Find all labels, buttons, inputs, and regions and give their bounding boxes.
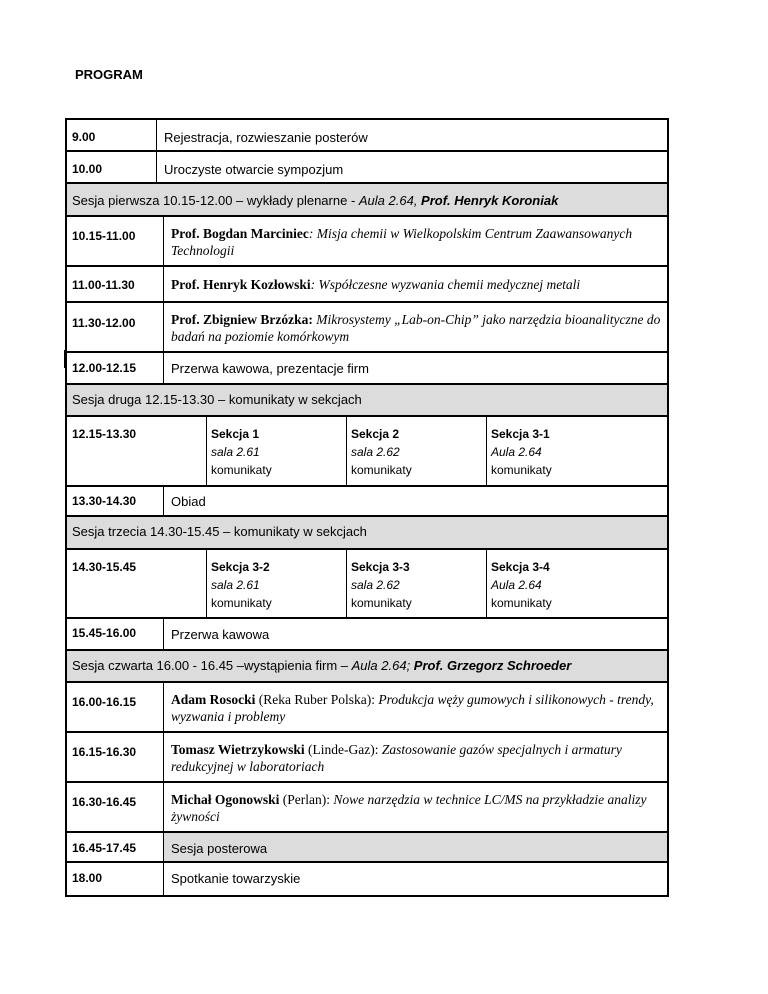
time-cell: 9.00 xyxy=(67,120,157,150)
table-row xyxy=(67,487,667,517)
talk-title: Nowe narzędzia w technice LC/MS na przykładzie analizy żywności xyxy=(171,792,647,824)
talk-title: Zastosowanie gazów specjalnych i armatury redukcyjnej w laboratoriach xyxy=(171,742,622,774)
session-header xyxy=(67,385,667,417)
section-room: sala 2.62 xyxy=(351,578,400,592)
section-cell xyxy=(487,417,667,485)
table-row xyxy=(67,353,667,385)
table-row xyxy=(67,733,667,783)
desc-cell: Rejestracja, rozwieszanie posterów xyxy=(164,130,368,145)
section-room: Aula 2.64 xyxy=(491,445,542,459)
session-title: Sesja trzecia 14.30-15.45 – komunikaty w sekcjach xyxy=(72,524,367,539)
time-cell: 13.30-14.30 xyxy=(67,487,164,515)
section-name: Sekcja 1 xyxy=(211,427,260,441)
company-name: (Linde-Gaz): xyxy=(304,742,382,757)
table-row xyxy=(67,863,667,897)
session-chair: Prof. Henryk Koroniak xyxy=(421,193,559,208)
session-header xyxy=(67,184,667,217)
table-row xyxy=(67,550,667,619)
section-type: komunikaty xyxy=(491,463,552,477)
section-type: komunikaty xyxy=(351,596,412,610)
company-name: (Perlan): xyxy=(279,792,334,807)
time-cell: 12.15-13.30 xyxy=(67,417,207,485)
session-header xyxy=(67,517,667,550)
section-cell xyxy=(347,417,487,485)
time-cell: 16.15-16.30 xyxy=(67,733,164,781)
section-room: sala 2.61 xyxy=(211,445,260,459)
section-type: komunikaty xyxy=(351,463,412,477)
talk-title: Mikrosystemy „Lab-on-Chip” jako narzędzia bioanalityczne do badań na poziomie komórkowym xyxy=(171,312,661,344)
table-row xyxy=(67,683,667,733)
section-name: Sekcja 3-1 xyxy=(491,427,550,441)
table-row xyxy=(67,217,667,267)
time-cell: 11.00-11.30 xyxy=(67,267,164,301)
section-type: komunikaty xyxy=(211,596,272,610)
table-row xyxy=(67,303,667,353)
time-cell: 18.00 xyxy=(67,863,164,895)
table-row xyxy=(67,417,667,487)
desc-cell: Przerwa kawowa xyxy=(171,627,270,642)
session-title: Sesja czwarta 16.00 - 16.45 –wystąpienia firm – xyxy=(72,658,352,673)
time-cell: 14.30-15.45 xyxy=(67,550,207,617)
time-cell: 16.30-16.45 xyxy=(67,783,164,831)
table-row xyxy=(67,619,667,651)
section-cell xyxy=(207,550,347,617)
section-room: sala 2.61 xyxy=(211,578,260,592)
section-cell xyxy=(487,550,667,617)
section-name: Sekcja 3-2 xyxy=(211,560,270,574)
speaker-name: Prof. Bogdan Marciniec xyxy=(171,226,309,241)
section-cell xyxy=(347,550,487,617)
speaker-name: Prof. Zbigniew Brzózka: xyxy=(171,312,313,327)
speaker-name: Michał Ogonowski xyxy=(171,792,280,807)
table-row xyxy=(67,120,667,152)
time-cell: 15.45-16.00 xyxy=(67,619,164,649)
section-room: sala 2.62 xyxy=(351,445,400,459)
table-row xyxy=(67,267,667,303)
time-cell: 10.15-11.00 xyxy=(67,217,164,265)
program-table xyxy=(65,118,669,897)
desc-cell: Przerwa kawowa, prezentacje firm xyxy=(171,361,369,376)
time-cell: 12.00-12.15 xyxy=(67,353,164,383)
time-cell: 10.00 xyxy=(67,152,157,182)
talk-title: : Współczesne wyzwania chemii medycznej metali xyxy=(310,277,581,292)
section-room: Aula 2.64 xyxy=(491,578,542,592)
section-name: Sekcja 3-4 xyxy=(491,560,550,574)
company-name: (Reka Ruber Polska): xyxy=(255,692,379,707)
session-header xyxy=(67,651,667,683)
section-name: Sekcja 2 xyxy=(351,427,400,441)
time-cell: 11.30-12.00 xyxy=(67,303,164,351)
time-cell: 16.45-17.45 xyxy=(67,833,164,861)
session-title: Sesja druga 12.15-13.30 – komunikaty w sekcjach xyxy=(72,392,362,407)
speaker-name: Prof. Henryk Kozłowski xyxy=(171,277,311,292)
page-title: PROGRAM xyxy=(75,67,143,82)
desc-cell: Spotkanie towarzyskie xyxy=(171,871,301,886)
section-cell xyxy=(207,417,347,485)
section-name: Sekcja 3-3 xyxy=(351,560,410,574)
time-cell: 16.00-16.15 xyxy=(67,683,164,731)
desc-cell: Sesja posterowa xyxy=(171,841,268,856)
desc-cell: Uroczyste otwarcie sympozjum xyxy=(164,162,344,177)
session-chair: Prof. Grzegorz Schroeder xyxy=(413,658,572,673)
table-row xyxy=(67,833,667,863)
section-type: komunikaty xyxy=(491,596,552,610)
section-type: komunikaty xyxy=(211,463,272,477)
speaker-name: Adam Rosocki xyxy=(171,692,256,707)
talk-title: : Misja chemii w Wielkopolskim Centrum Zaawansowanych Technologii xyxy=(171,226,633,258)
talk-title: Produkcja węży gumowych i silikonowych - trendy, wyzwania i problemy xyxy=(171,692,654,724)
speaker-name: Tomasz Wietrzykowski xyxy=(171,742,305,757)
desc-cell: Obiad xyxy=(171,494,206,509)
session-room: Aula 2.64, xyxy=(358,193,422,208)
table-row xyxy=(67,783,667,833)
table-row xyxy=(67,152,667,184)
session-room: Aula 2.64; xyxy=(351,658,414,673)
session-title: Sesja pierwsza 10.15-12.00 – wykłady plenarne - xyxy=(72,193,359,208)
